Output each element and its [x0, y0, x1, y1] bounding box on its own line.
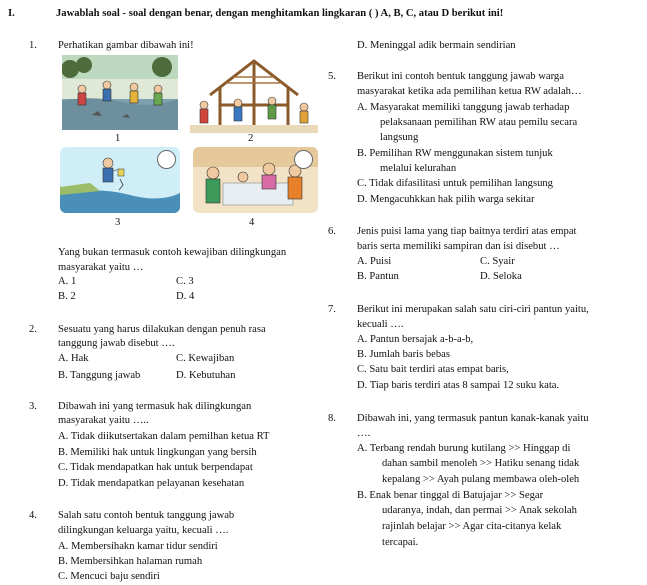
q1-question-line2: masyarakat yaitu … — [58, 262, 144, 273]
q4-question-line1: Salah satu contoh bentuk tanggung jawab — [58, 510, 235, 521]
q8-option-a-line3: kepalang >> Ayah pulang membawa oleh-oleh — [382, 474, 580, 485]
q4-option-b[interactable]: B. Membersihkan halaman rumah — [58, 556, 203, 567]
q4-option-d[interactable]: D. Meninggal adik bermain sendirian — [357, 40, 516, 51]
q5-option-c[interactable]: C. Tidak difasilitasi untuk pemilihan langsung — [357, 178, 553, 189]
q1-question-line1: Yang bukan termasuk contoh kewajiban dilingkungan — [58, 247, 287, 258]
q8-option-a-line2: dahan sambil menoleh >> Hatiku senang tidak — [382, 458, 580, 469]
q1-instruction: Perhatikan gambar dibawah ini! — [58, 40, 194, 51]
q6-option-d[interactable]: D. Seloka — [480, 271, 522, 282]
q7-option-b[interactable]: B. Jumlah baris bebas — [357, 349, 450, 360]
q7-question-line2: kecuali …. — [357, 319, 404, 330]
picture-2-house-building — [190, 55, 318, 133]
q8-option-b-line3: rajinlah belajar >> Agar cita-citanya kelak — [382, 521, 562, 532]
q1-number: 1. — [29, 40, 37, 51]
q2-option-b[interactable]: B. Tanggung jawab — [58, 370, 141, 381]
picture-2-label: 2 — [248, 133, 254, 144]
q2-option-c[interactable]: C. Kewajiban — [176, 353, 235, 364]
q5-number: 5. — [328, 71, 336, 82]
q8-option-b-line4: tercapai. — [382, 537, 419, 548]
q3-option-a[interactable]: A. Tidak diikutsertakan dalam pemilhan ketua RT — [58, 431, 270, 442]
q5-option-a-line2: pelaksanaan pemilihan RW atau pemilu secara — [380, 117, 578, 128]
picture-4-label: 4 — [249, 217, 255, 228]
q8-option-b-line2: udaranya, indah, dan permai >> Anak sekolah — [382, 505, 577, 516]
q2-option-a[interactable]: A. Hak — [58, 353, 89, 364]
q1-option-c[interactable]: C. 3 — [176, 276, 194, 287]
q5-option-a-line3: langsung — [380, 132, 419, 143]
q2-option-d[interactable]: D. Kebutuhan — [176, 370, 236, 381]
q6-question-line1: Jenis puisi lama yang tiap baitnya terdiri atas empat — [357, 226, 577, 237]
q3-question-line1: Dibawah ini yang termasuk hak dilingkungan — [58, 401, 252, 412]
picture-3-label: 3 — [115, 217, 121, 228]
q6-option-c[interactable]: C. Syair — [480, 256, 515, 267]
q2-question-line2: tanggung jawab disebut …. — [58, 338, 175, 349]
q5-question-line2: masyarakat ketika ada pemilihan ketua RW adalah… — [357, 86, 582, 97]
q1-option-d[interactable]: D. 4 — [176, 291, 195, 302]
q7-number: 7. — [328, 304, 336, 315]
q5-option-d[interactable]: D. Mengacuhkkan hak pilih warga sekitar — [357, 194, 535, 205]
q8-question-line2: …. — [357, 428, 371, 439]
q3-question-line2: masyarakat yaitu ….. — [58, 415, 149, 426]
q8-option-a[interactable]: A. Terbang rendah burung kutilang >> Hinggap di — [357, 443, 571, 454]
q1-option-a[interactable]: A. 1 — [58, 276, 77, 287]
q3-number: 3. — [29, 401, 37, 412]
q4-question-line2: dilingkungan keluarga yaitu, kecuali …. — [58, 525, 229, 536]
q8-number: 8. — [328, 413, 336, 424]
q3-option-c[interactable]: C. Tidak mendapatkan hak untuk berpendapat — [58, 462, 253, 473]
q7-option-c[interactable]: C. Satu bait terdiri atas empat baris, — [357, 364, 509, 375]
picture-3-bubble — [157, 150, 176, 169]
q4-number: 4. — [29, 510, 37, 521]
picture-1-label: 1 — [115, 133, 121, 144]
section-number: I. — [8, 8, 15, 19]
q2-number: 2. — [29, 324, 37, 335]
q4-option-a[interactable]: A. Membersihakn kamar tidur sendiri — [58, 541, 218, 552]
q5-option-b-line2: melalui kelurahan — [380, 163, 457, 174]
q5-option-b[interactable]: B. Pemilihan RW menggunakan sistem tunjuk — [357, 148, 553, 159]
q7-option-d[interactable]: D. Tiap baris terdiri atas 8 sampai 12 suku kata. — [357, 380, 560, 391]
q1-option-b[interactable]: B. 2 — [58, 291, 76, 302]
q7-question-line1: Berikut ini merupakan salah satu ciri-ciri pantun yaitu, — [357, 304, 589, 315]
q2-question-line1: Sesuatu yang harus dilakukan dengan penuh rasa — [58, 324, 266, 335]
q4-option-c[interactable]: C. Mencuci baju sendiri — [58, 571, 160, 582]
q3-option-b[interactable]: B. Memiliki hak untuk lingkungan yang bersih — [58, 447, 257, 458]
q8-option-b[interactable]: B. Enak benar tinggal di Batujajar >> Segar — [357, 490, 544, 501]
q8-question-line1: Dibawah ini, yang termasuk pantun kanak-kanak yaitu — [357, 413, 589, 424]
picture-4-bubble — [294, 150, 313, 169]
q7-option-a[interactable]: A. Pantun bersajak a-b-a-b, — [357, 334, 474, 345]
q6-option-b[interactable]: B. Pantun — [357, 271, 399, 282]
q5-option-a[interactable]: A. Masyarakat memiliki tanggung jawab terhadap — [357, 102, 570, 113]
section-title: Jawablah soal - soal dengan benar, dengan menghitamkan lingkaran ( ) A, B, C, atau D berikut ini! — [56, 8, 504, 19]
q6-option-a[interactable]: A. Puisi — [357, 256, 392, 267]
picture-1-community-cleanup — [62, 55, 178, 130]
q6-number: 6. — [328, 226, 336, 237]
q6-question-line2: baris serta memiliki sampiran dan isi disebut … — [357, 241, 560, 252]
q5-question-line1: Berikut ini contoh bentuk tanggung jawab warga — [357, 71, 564, 82]
q3-option-d[interactable]: D. Tidak mendapatkan pelayanan kesehatan — [58, 478, 245, 489]
